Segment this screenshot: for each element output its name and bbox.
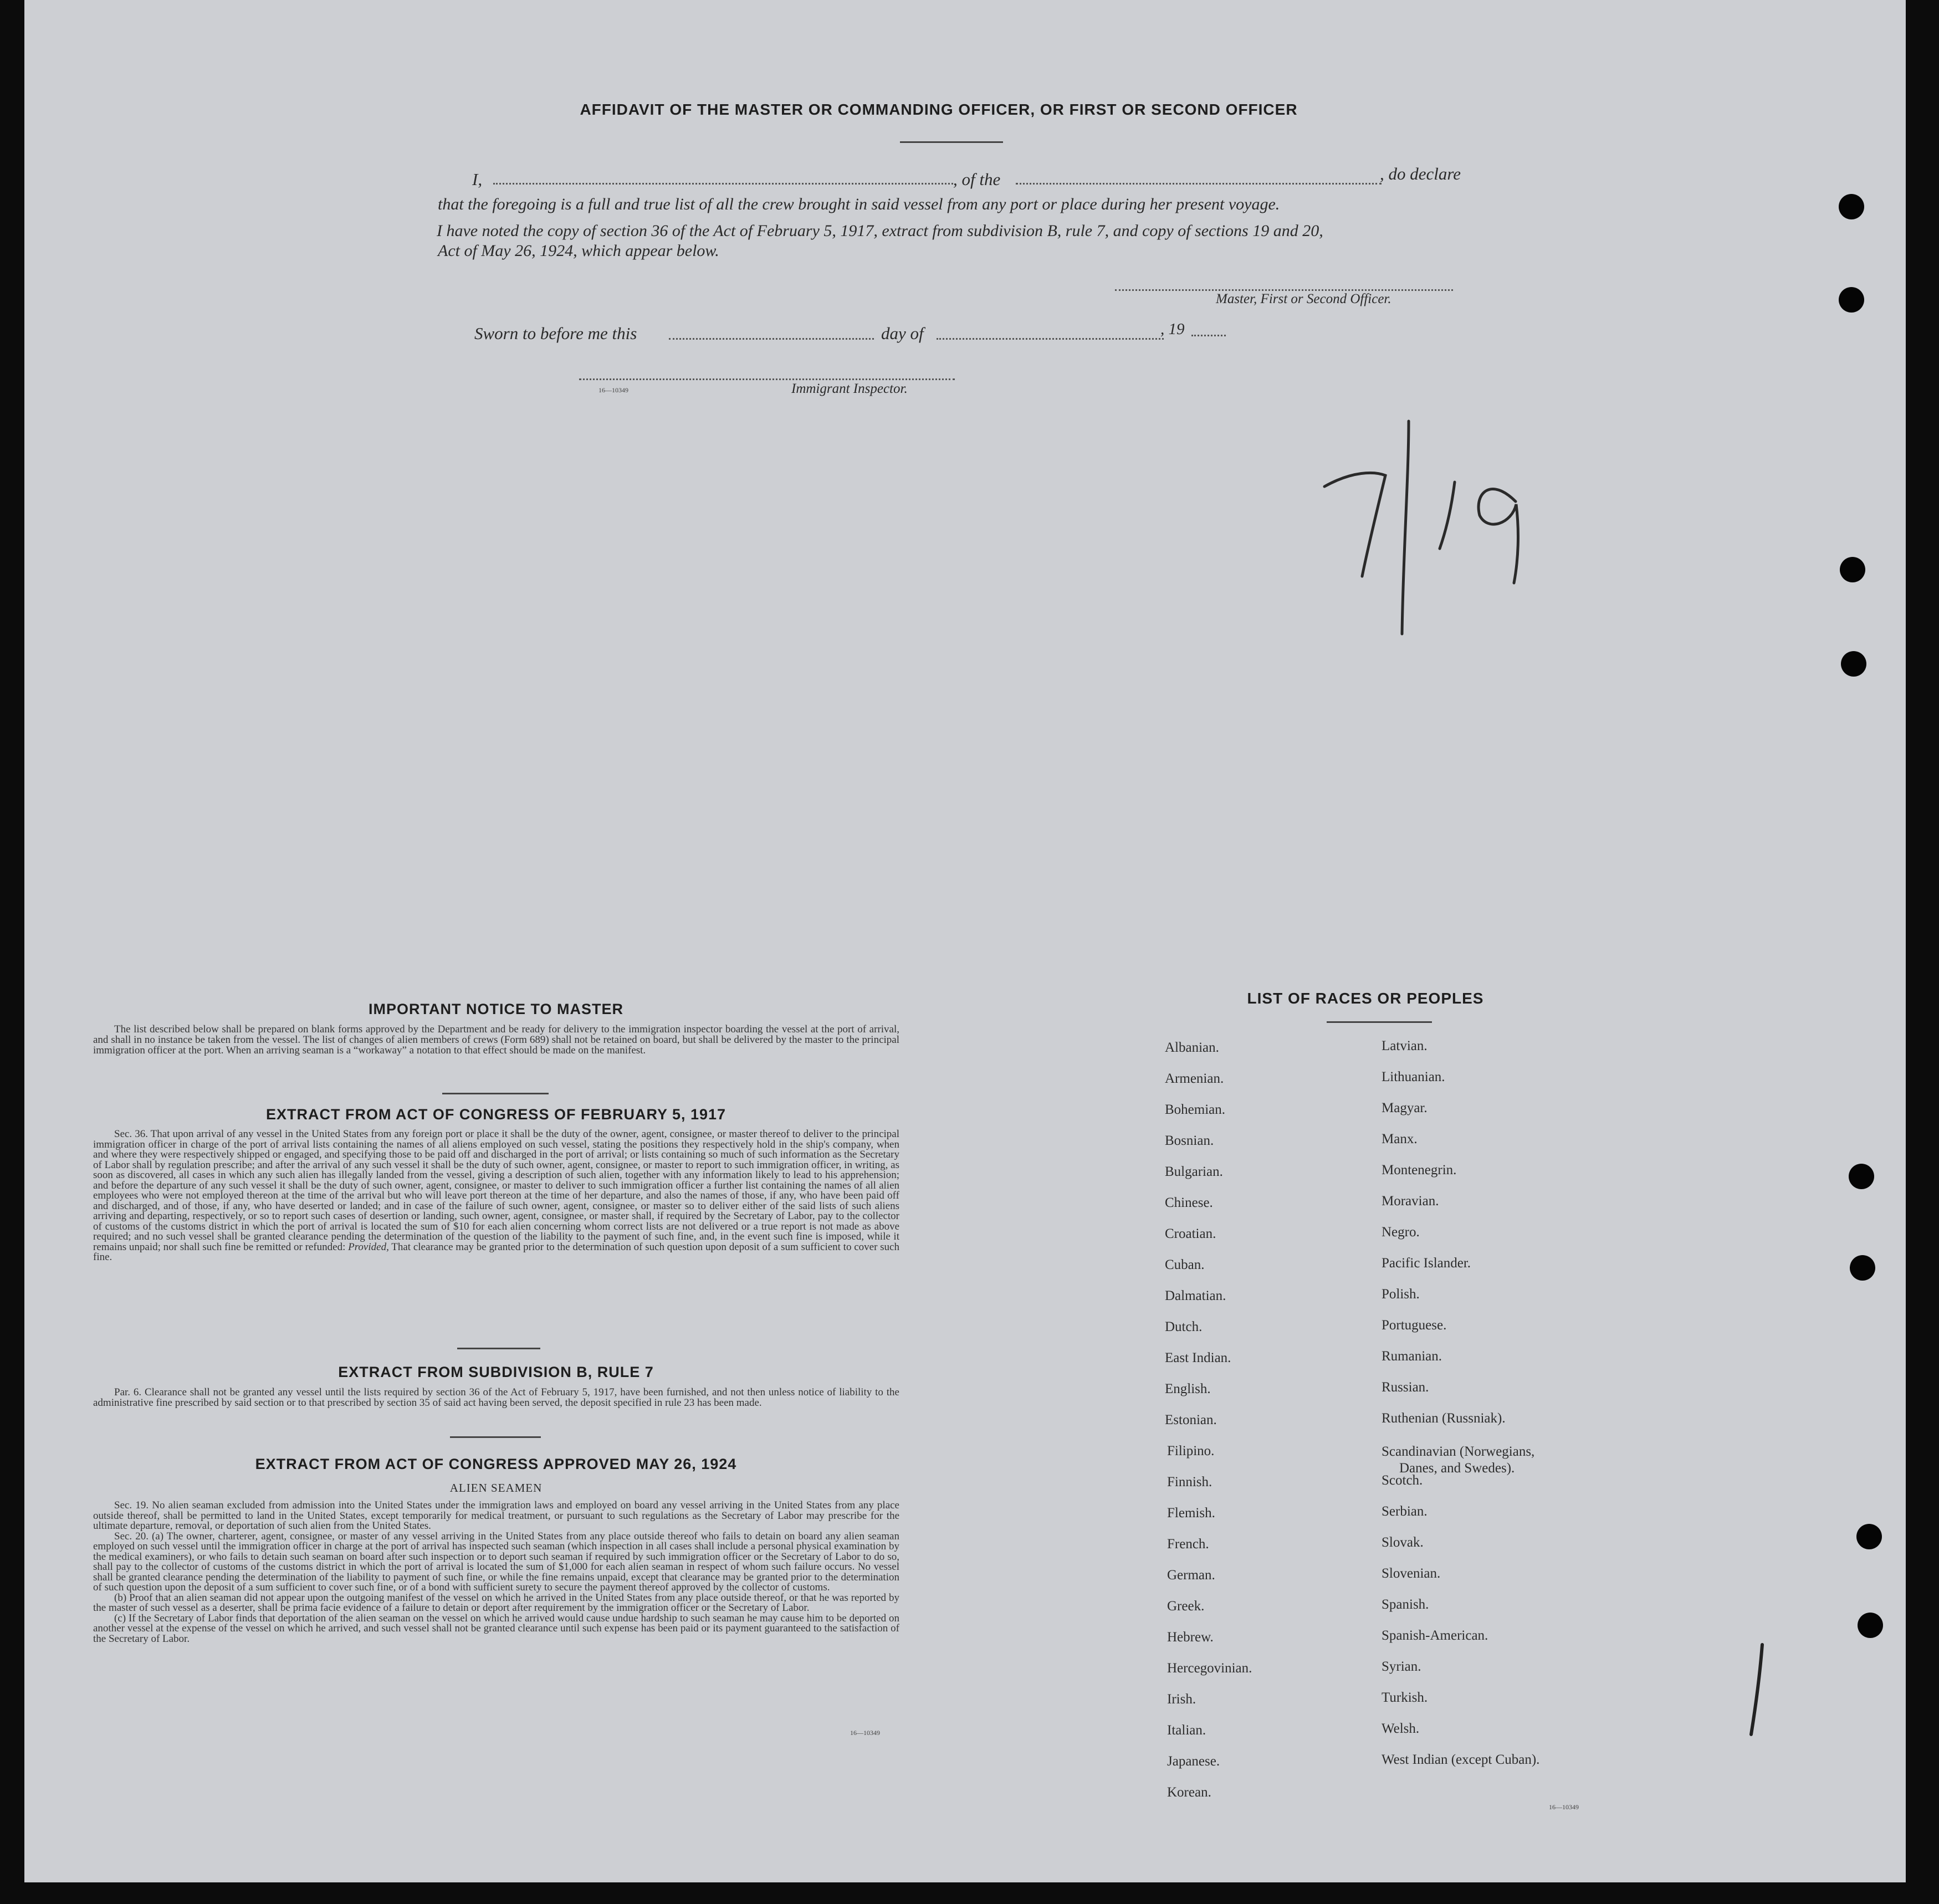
race-item: Bohemian.	[1165, 1102, 1226, 1117]
extract-1917-text	[93, 1129, 899, 1263]
race-item: Magyar.	[1382, 1101, 1428, 1115]
notice-text	[93, 1024, 899, 1056]
notice-paragraph: The list described below shall be prepared on blank forms approved by the Department and be ready for delivery to the immigration inspector boarding the vessel at the port of arrival, and shall in no instance be taken from the vessel. The list of changes of alien members of crews (Form 689) shall not be retained on board, but shall be delivered by the master to the principal immigration officer at the port. When an arriving seaman is a “workaway” a notation to that effect should be made on the manifest.	[93, 1023, 899, 1056]
affidavit-title: AFFIDAVIT OF THE MASTER OR COMMANDING OFFICER, OR FIRST OR SECOND OFFICER	[580, 101, 1298, 118]
rule7-text	[93, 1387, 899, 1408]
vessel-name-blank[interactable]	[1016, 183, 1382, 185]
affidavit-line-2: that the foregoing is a full and true list of all the crew brought in said vessel from any port or place during her present voyage.	[438, 195, 1280, 213]
master-signature-line[interactable]	[1115, 289, 1453, 291]
race-item: Manx.	[1382, 1132, 1418, 1147]
race-item: Pacific Islander.	[1382, 1256, 1471, 1271]
race-item: Slovenian.	[1382, 1566, 1441, 1581]
race-item: Finnish.	[1167, 1475, 1212, 1490]
race-item: French.	[1167, 1537, 1209, 1552]
sworn-label: Sworn to before me this	[474, 324, 637, 343]
race-item: Japanese.	[1167, 1754, 1220, 1769]
race-item: Croatian.	[1165, 1226, 1216, 1241]
race-item: Scandinavian (Norwegians,	[1382, 1444, 1535, 1459]
race-item: Armenian.	[1165, 1071, 1224, 1086]
punch-hole	[1841, 651, 1866, 677]
punch-hole	[1850, 1255, 1875, 1281]
race-item: Syrian.	[1382, 1659, 1421, 1674]
affidavit-i-label: I,	[472, 170, 483, 189]
race-item: Latvian.	[1382, 1038, 1428, 1053]
sworn-date-blank[interactable]	[669, 338, 874, 340]
race-item: Polish.	[1382, 1287, 1420, 1302]
race-item: Portuguese.	[1382, 1318, 1447, 1333]
punch-hole	[1858, 1613, 1883, 1638]
master-name-blank[interactable]	[493, 183, 953, 185]
race-item: English.	[1165, 1381, 1211, 1396]
races-form-number: 16—10349	[1549, 1803, 1579, 1811]
race-item: Ruthenian (Russniak).	[1382, 1411, 1506, 1426]
handwritten-tick-mark	[1740, 1640, 1773, 1740]
race-item: West Indian (except Cuban).	[1382, 1752, 1540, 1767]
day-of-label: day of	[881, 324, 924, 343]
punch-hole	[1856, 1524, 1882, 1549]
race-item: Korean.	[1167, 1785, 1211, 1800]
race-item: Estonian.	[1165, 1412, 1217, 1427]
rule7-paragraph: Par. 6. Clearance shall not be granted any vessel until the lists required by section 36 of the Act of February 5, 1917, have been furnished, and not then unless notice of liability to the administrative fine prescribed by said section or to that prescribed by section 35 of said act having been served, the deposit specified in rule 23 has been made.	[93, 1386, 899, 1409]
punch-hole	[1839, 194, 1864, 219]
race-item: Greek.	[1167, 1599, 1205, 1614]
race-item: Scotch.	[1382, 1473, 1423, 1488]
race-item: Spanish.	[1382, 1597, 1429, 1612]
race-item: Hebrew.	[1167, 1630, 1214, 1645]
section-19-paragraph: Sec. 19. No alien seaman excluded from admission into the United States under the immigration laws and employed on board any vessel arriving in the United States from any place outside thereof, shall be permitted to land in the United States, except temporarily for medical treatment, or pursuant to such regulations as the Secretary of Labor may prescribe for the ultimate departure, removal, or deportation of such alien from the United States.	[93, 1499, 899, 1532]
race-item: Hercegovinian.	[1167, 1661, 1252, 1676]
race-item: Filipino.	[1167, 1444, 1215, 1458]
section-20c-paragraph: (c) If the Secretary of Labor finds that deportation of the alien seaman on the vessel on which he arrived would cause undue hardship to such seaman he may cause him to be deported on another vessel at the expense of the vessel on which he arrived, and such vessel shall not be granted clearance until such expense has been paid or its payment guaranteed to the satisfaction of the Secretary of Labor.	[93, 1612, 899, 1645]
race-item: Moravian.	[1382, 1194, 1439, 1209]
race-item: Serbian.	[1382, 1504, 1428, 1519]
affidavit-title-rule	[900, 141, 1003, 143]
race-item: Montenegrin.	[1382, 1163, 1457, 1178]
handwritten-date-mark	[1302, 410, 1546, 643]
race-item: Irish.	[1167, 1692, 1196, 1707]
races-title: LIST OF RACES OR PEOPLES	[1247, 990, 1484, 1007]
rule7-title: EXTRACT FROM SUBDIVISION B, RULE 7	[338, 1364, 654, 1380]
notice-divider	[442, 1093, 549, 1094]
affidavit-of-label: , of the	[953, 170, 1001, 189]
affidavit-line-3: I have noted the copy of section 36 of the Act of February 5, 1917, extract from subdivision B, rule 7, and copy of sections 19 and 20,	[437, 222, 1323, 240]
race-item: Slovak.	[1382, 1535, 1424, 1550]
punch-hole	[1849, 1164, 1874, 1189]
race-item: East Indian.	[1165, 1350, 1231, 1365]
race-item: Italian.	[1167, 1723, 1206, 1738]
race-item: Russian.	[1382, 1380, 1429, 1395]
provided-word: Provided,	[348, 1241, 389, 1253]
races-title-rule	[1327, 1021, 1432, 1023]
race-item: Chinese.	[1165, 1195, 1213, 1210]
affidavit-line-4: Act of May 26, 1924, which appear below.	[438, 242, 719, 260]
inspector-signature-line[interactable]	[579, 378, 955, 380]
race-item: Bosnian.	[1165, 1133, 1214, 1148]
affidavit-form-number: 16—10349	[598, 386, 628, 394]
race-item: Rumanian.	[1382, 1349, 1442, 1364]
month-blank[interactable]	[937, 338, 1164, 340]
punch-hole	[1839, 287, 1864, 313]
affidavit-declare-label: , do declare	[1380, 164, 1461, 183]
section-36-paragraph	[93, 1129, 899, 1263]
race-item: Dalmatian.	[1165, 1288, 1226, 1303]
rule7-divider	[450, 1436, 541, 1438]
year-label: , 19	[1160, 320, 1185, 338]
section-20b-paragraph: (b) Proof that an alien seaman did not appear upon the outgoing manifest of the vessel on which he arrived in the United States from any place outside thereof, or that he was reported by the master of such vessel as a deserter, shall be prima facie evidence of a failure to detain or deport after requirement by the immigration officer or the Secretary of Labor.	[93, 1591, 899, 1614]
extract-1924-form-number: 16—10349	[850, 1729, 880, 1737]
section-20a-paragraph: Sec. 20. (a) The owner, charterer, agent, consignee, or master of any vessel arriving in the United States from any place outside thereof who fails to detain on board any alien seaman employed on such vessel until the immigration officer in charge at the port of arrival has inspected such seaman (which inspection in all cases shall include a personal physical examination by the medical examiners), or who fails to detain such seaman on board after such inspection or to deport such seaman if required by such immigration officer or the Secretary of Labor to do so, shall pay to the collector of customs of the customs district in which the port of arrival is located the sum of $1,000 for each alien seaman in respect of whom such failure occurs. No vessel shall be granted clearance pending the determination of the liability to payment of such fine, or while the fine remains unpaid, except that clearance may be granted prior to the determination of such question upon the deposit of a sum sufficient to cover such fine, or of a bond with sufficient surety to secure the payment thereof approved by the collector of customs.	[93, 1530, 899, 1593]
race-item: Dutch.	[1165, 1319, 1203, 1334]
extract-1924-title: EXTRACT FROM ACT OF CONGRESS APPROVED MAY 26, 1924	[255, 1456, 737, 1472]
race-item: Flemish.	[1167, 1506, 1215, 1521]
race-item: German.	[1167, 1568, 1215, 1583]
punch-hole	[1840, 557, 1865, 582]
master-signature-label: Master, First or Second Officer.	[1216, 291, 1391, 306]
alien-seamen-subtitle: ALIEN SEAMEN	[449, 1481, 543, 1494]
notice-title: IMPORTANT NOTICE TO MASTER	[369, 1001, 623, 1017]
race-item: Albanian.	[1165, 1040, 1219, 1055]
race-item: Danes, and Swedes).	[1399, 1461, 1515, 1476]
section-36-text-end: That clearance may be granted prior to the determination of such question upon deposit of a sum sufficient to cover such fine.	[93, 1241, 899, 1263]
extract-1917-divider	[457, 1348, 540, 1349]
race-item: Welsh.	[1382, 1721, 1420, 1736]
inspector-label: Immigrant Inspector.	[791, 381, 908, 396]
year-blank[interactable]	[1191, 335, 1226, 336]
race-item: Bulgarian.	[1165, 1164, 1223, 1179]
race-item: Turkish.	[1382, 1690, 1428, 1705]
race-item: Negro.	[1382, 1225, 1420, 1240]
race-item: Cuban.	[1165, 1257, 1205, 1272]
section-36-text: Sec. 36. That upon arrival of any vessel in the United States from any foreign port or place it shall be the duty of the owner, agent, consignee, or master thereof to deliver to the principal immigration officer in charge of the port of arrival lists containing the names of all aliens employed on such vessel, stating the positions they respectively hold in the ship's company, when and where they were respectively shipped or engaged, and specifying those to be paid off and discharged in the port of arrival; or lists containing so much of such information as the Secretary of Labor shall by regulation prescribe; and after the arrival of any such vessel it shall be the duty of such owner, agent, consignee, or master to report to such immigration officer, in writing, as soon as discovered, all cases in which any such alien has illegally landed from the vessel, giving a description of such alien, together with any information likely to lead to his apprehension; and before the departure of any such vessel it shall be the duty of such owner, agent, consignee, or master to deliver to such immigration officer a further list containing the names of all alien employees who were not employed thereon at the time of the arrival but who will leave port thereon at the time of her departure, and also the names of those, if any, who have been paid off and discharged, and of those, if any, who have deserted or landed; and in case of the failure of such owner, agent, consignee, or master so to deliver either of the said lists of such aliens arriving and departing, respectively, or so to report such cases of desertion or landing, such owner, agent, consignee, or master shall, if required by the Secretary of Labor, pay to the collector of customs of the customs district in which the port of arrival is located the sum of $10 for each alien concerning whom correct lists are not delivered or a true report is not made as above required; and no such vessel shall be granted clearance pending the determination of the question of the liability to the payment of such fine, and, in the event such fine is imposed, while it remains unpaid; nor shall such fine be remitted or refunded:	[93, 1128, 899, 1253]
race-item: Lithuanian.	[1382, 1069, 1445, 1084]
race-item: Spanish-American.	[1382, 1628, 1488, 1643]
extract-1924-text	[93, 1501, 899, 1644]
extract-1917-title: EXTRACT FROM ACT OF CONGRESS OF FEBRUARY 5, 1917	[265, 1106, 727, 1123]
